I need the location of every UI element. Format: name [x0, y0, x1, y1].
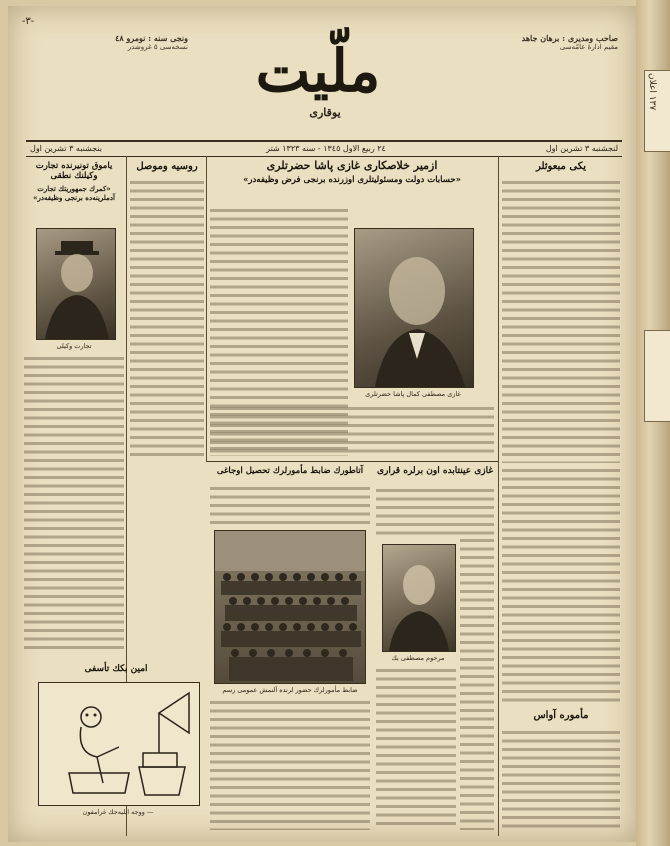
subhead-main: «حسابات دولت ومسئولیتلرى اوزرنده برنجى فرض وظیفه‌در» — [243, 175, 461, 185]
portrait-figure-icon — [383, 545, 455, 651]
headline-gaziantep: غازى عينتابده اون برلره قرارى — [376, 466, 494, 476]
cartoon-illustration — [38, 682, 200, 806]
portrait-figure-icon — [355, 229, 473, 387]
gaziantep-intro — [376, 486, 494, 536]
issue-number: ونجى سنه : نومرو ٤٨ — [115, 33, 188, 43]
gaziantep-article-body-2 — [376, 666, 456, 830]
headline-officials: مأموره آواس — [533, 710, 589, 721]
headline-main: ازمير خلاصكارى غازى پاشا حضرتلرى — [266, 159, 438, 172]
header-right-info — [458, 34, 618, 52]
caption-group-photo: ضابط مأمورلرك حضور لرنده آلنمش عمومی رسم — [222, 686, 358, 694]
column-rule — [206, 156, 207, 461]
portrait-figure-icon — [37, 229, 115, 339]
section-divider — [206, 461, 498, 462]
headline-cartoon: امين بكك تأسفى — [84, 664, 148, 674]
headline-officers: آتاطورك ضابط مأمورلرك تحصيل اوجاغى — [216, 466, 364, 476]
group-figures-icon — [215, 531, 365, 683]
dateline-center: ٢٤ ربيع الاول ١٣٤٥ - سنه ١٣٢٣ شتر — [266, 144, 386, 153]
adjacent-page-slip — [644, 70, 670, 152]
dateline-bar — [26, 140, 622, 157]
portrait-photo-left — [36, 228, 116, 340]
caption-left-photo: تجارت وكيلى — [56, 342, 92, 350]
adjacent-page-slip — [644, 330, 670, 422]
office-line: مقيم ادارهٔ عامّه‌سى — [559, 43, 618, 51]
owner-line: صاحب ومديرى : برهان جاهد — [521, 33, 618, 43]
main-article-body-2 — [210, 404, 494, 458]
cartoon-gramophone-icon — [39, 683, 199, 805]
caption-portrait-small: مرحوم مصطفى بك — [391, 654, 445, 662]
masthead-logo: ملّيت — [255, 37, 381, 105]
header-left-info — [38, 34, 188, 52]
officers-article-body-2 — [210, 698, 370, 830]
group-photo — [214, 530, 366, 684]
headline-trade-minister: ياموق تونيرنده تجارت وكيلنك نطقى — [35, 161, 113, 181]
caption-main-photo: غازى مصطفى كمال پاشا حضرتلرى — [365, 390, 461, 398]
russia-article-body — [130, 178, 204, 458]
dateline-left: بنجشنبه ٣ تشرین اول — [30, 144, 102, 153]
gaziantep-article-body — [460, 536, 494, 830]
issue-price: نسخه‌سى ٥ غروشدر — [127, 43, 188, 51]
column-rule — [498, 156, 499, 836]
adjacent-page-edge — [636, 0, 670, 846]
portrait-photo-main — [354, 228, 474, 388]
masthead-sub: يوقارى — [309, 106, 341, 119]
trade-article-body — [24, 354, 124, 654]
portrait-photo-small — [382, 544, 456, 652]
dateline-right: لنجشنبه ٣ تشرین اول — [545, 144, 618, 153]
right-column-body — [502, 466, 620, 706]
headline-new-deputies: يكى مبعوثلر — [535, 161, 587, 172]
deputies-article-body — [502, 178, 620, 463]
adjacent-page-text: ١٣٧ اعلان — [647, 73, 657, 111]
officials-article-body — [502, 728, 620, 830]
headline-russia-mosul: روسيه وموصل — [136, 161, 198, 172]
subhead-trade-minister: «كمرك جمهوريتك تجارت آدملرینه‌ده برنجى وظیفه‌در» — [33, 184, 115, 202]
caption-cartoon: — ووجه ايليه‌جك غرامفون — [82, 808, 154, 816]
page-number: -٣- — [22, 16, 35, 27]
officers-article-body — [210, 484, 370, 524]
newspaper-page — [8, 6, 636, 842]
